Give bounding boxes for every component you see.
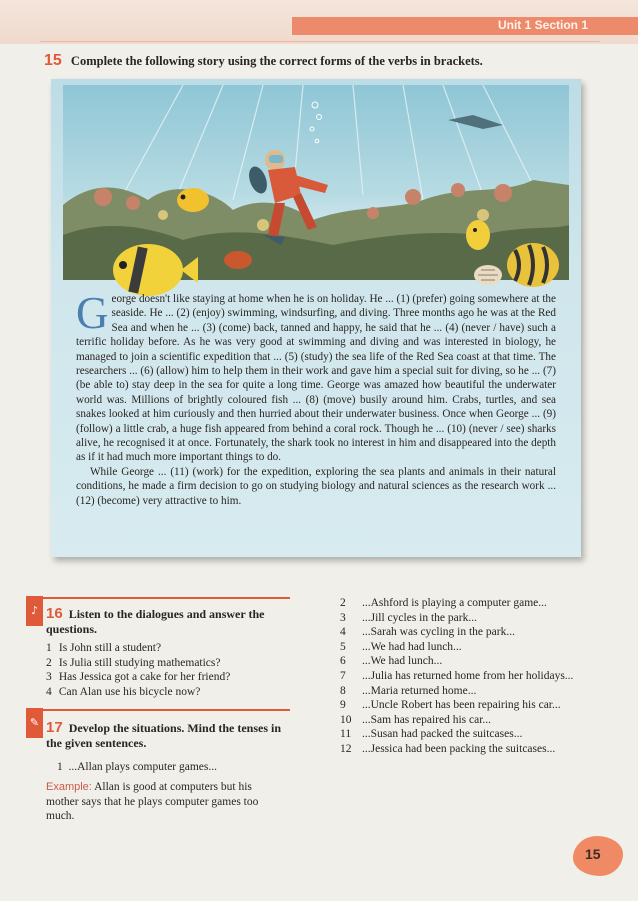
list-item: 8 ...Maria returned home... [340,684,477,697]
list-item: 7 ...Julia has returned home from her holidays... [340,669,574,682]
exercise-16-title [46,606,296,637]
exercise-15-title [44,52,604,70]
speaking-icon: ✎ [26,708,43,738]
list-item: 4 ...Sarah was cycling in the park... [340,626,515,639]
example-text: Allan is good at computers but his mother says that he plays computer games too much. [46,781,259,822]
listening-icon: ♪ [26,596,43,626]
list-item: 10 ...Sam has repaired his car... [340,713,492,726]
spiral-shell [474,265,502,285]
unit-header-bar [292,17,638,35]
exercise-15-instruction: Complete the following story using the correct forms of the verbs in brackets. [70,54,483,68]
unit-label: Unit 1 Section 1 [497,18,588,32]
example-block [46,780,276,824]
yellow-fish-right [466,220,490,250]
exercise-16-rule [43,597,290,599]
drop-cap: G [76,288,109,338]
exercise-16-number: 16 [46,605,63,622]
story-panel [51,79,581,557]
list-item: 9 ...Uncle Robert has been repairing his car... [340,699,561,712]
example-label: Example: [46,781,92,793]
exercise-17-rule [43,709,290,711]
exercise-16-instruction: Listen to the dialogues and answer the questions. [46,607,265,636]
list-item: 12 ...Jessica had been packing the suitcases... [340,742,556,755]
red-fish [224,251,252,269]
story-paragraph-1-text: eorge doesn't like staying at home when he is on holiday. He ... (1) (prefer) going somewhere at the seaside. He ... (2) (enjoy) swimming, windsurfing, and diving. Three months ago he was at the Red Sea and when he ... (3) (come) back, tanned and happy, he said that he ... (4) (never / have) such a terrific holiday before. As he was very good at swimming and diving and was interested in biology, he managed to join a scientific expedition that ... (5) (study) the sea life of the Red Sea coast at that time. The researchers ... (6) (allow) him to help them in their work and gave him a special suit for diving, so he ... (7) (be able to) stay deep in the sea for quite a long time. George was amazed how beautiful the underwater world was. Millions of brightly coloured fish ... (8) (move) busily around him. Crabs, turtles, and sea snakes looked at him curiously and then hurried about their underwater business. Once when George ... (9) (follow) a little crab, a huge fish appeared from behind a coral rock. Though he ... (10) (never / see) sharks alive, he recognised it at once. Fortunately, the shark took no interest in him and disappeared into the depth as if it had much more important things to do. [76,293,556,464]
yellow-fish-small [177,188,209,212]
exercise-17-instruction: Develop the situations. Mind the tenses in the given sentences. [46,721,282,750]
page-number: 15 [585,846,601,862]
story-paragraph-2: While George ... (11) (work) for the expedition, exploring the sea plants and animals in their natural conditions, he made a firm decision to go on studying biology and natural sciences as the research work ... (12) (become) very attractive to him. [76,465,556,507]
header-rule [40,41,600,42]
list-item: 5 ...We had had lunch... [340,640,462,653]
exercise-17-title [46,720,296,751]
exercise-17-sentences [340,596,602,757]
exercise-17-item-1: 1 ...Allan plays computer games... [57,761,218,773]
list-item: 11 ...Susan had packed the suitcases... [340,728,523,741]
list-item: 4 Can Alan use his bicycle now? [46,685,201,698]
exercise-16-questions [46,641,306,699]
list-item: 6 ...We had lunch... [340,655,443,668]
list-item: 3 ...Jill cycles in the park... [340,611,477,624]
exercise-17-number: 17 [46,719,63,736]
striped-fish-right [507,243,559,287]
exercise-15-number: 15 [44,52,62,69]
story-text [76,288,556,508]
list-item: 3 Has Jessica got a cake for her friend? [46,671,231,684]
list-item: 1 Is John still a student? [46,642,162,654]
story-paragraph-1 [76,288,556,465]
list-item: 2 ...Ashford is playing a computer game... [340,597,547,609]
list-item: 2 Is Julia still studying mathematics? [46,656,221,669]
